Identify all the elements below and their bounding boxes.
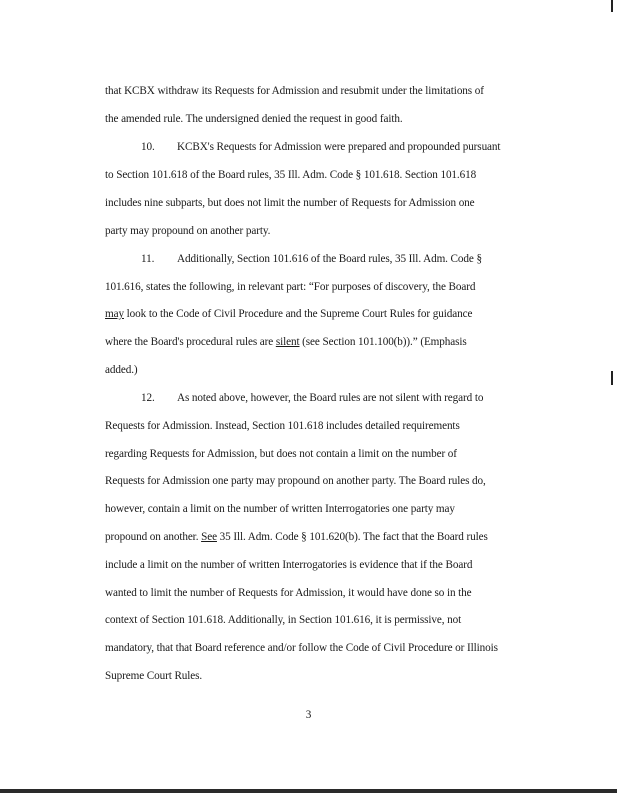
scan-bottom-edge bbox=[0, 789, 617, 793]
scan-mark-side bbox=[611, 371, 613, 385]
scan-mark-top bbox=[611, 0, 613, 12]
citation-see: See bbox=[201, 531, 217, 543]
document-page: that KCBX withdraw its Requests for Admission and resubmit under the limitations of the amended rule. The undersigned denied the request in good faith. 10. KCBX's Requests for Admission were prepared and propounded pursuant to Section 101.618 of the Board rules, 35 Ill. Adm. Code § 101.618. Section 101.618 includes nine subparts, but does not limit the number of Requests for Admission one party may propound on another party. 11. Additionally, Section 101.616 of the Board rules, 35 Ill. Adm. Code § 101.616, states the following, in relevant part: “For purposes of discovery, the Board may look to the Code of Civil Procedure and the Supreme Court Rules for guidance where the Board's procedural rules are silent (see Section 101.100(b)).” (Emphasis added.) 12. As noted above, however, the Board rules are not silent with regard to Requests for Admission. Instead, Section 101.618 includes detailed requirements regarding Requests for Admission, but does not contain a limit on the number of Requests for Admission one party may propound on another party. The Board rules do, however, contain a limit on the number of written Interrogatories one party may propound on another. See 35 Ill. Adm. Code § 101.620(b). The fact that the Board rules include a limit on the number of written Interrogatories is evidence that if the Board wanted to limit the number of Requests for Admission, it would have done so in the context of Section 101.618. Additionally, in Section 101.616, it is permissive, not mandatory, that that Board reference and/or follow the Code of Civil Procedure or Illinois Supreme Court Rules. 3 bbox=[0, 0, 617, 800]
page-number: 3 bbox=[305, 709, 312, 721]
emphasis-may: may bbox=[105, 308, 124, 320]
emphasis-silent: silent bbox=[275, 336, 300, 348]
